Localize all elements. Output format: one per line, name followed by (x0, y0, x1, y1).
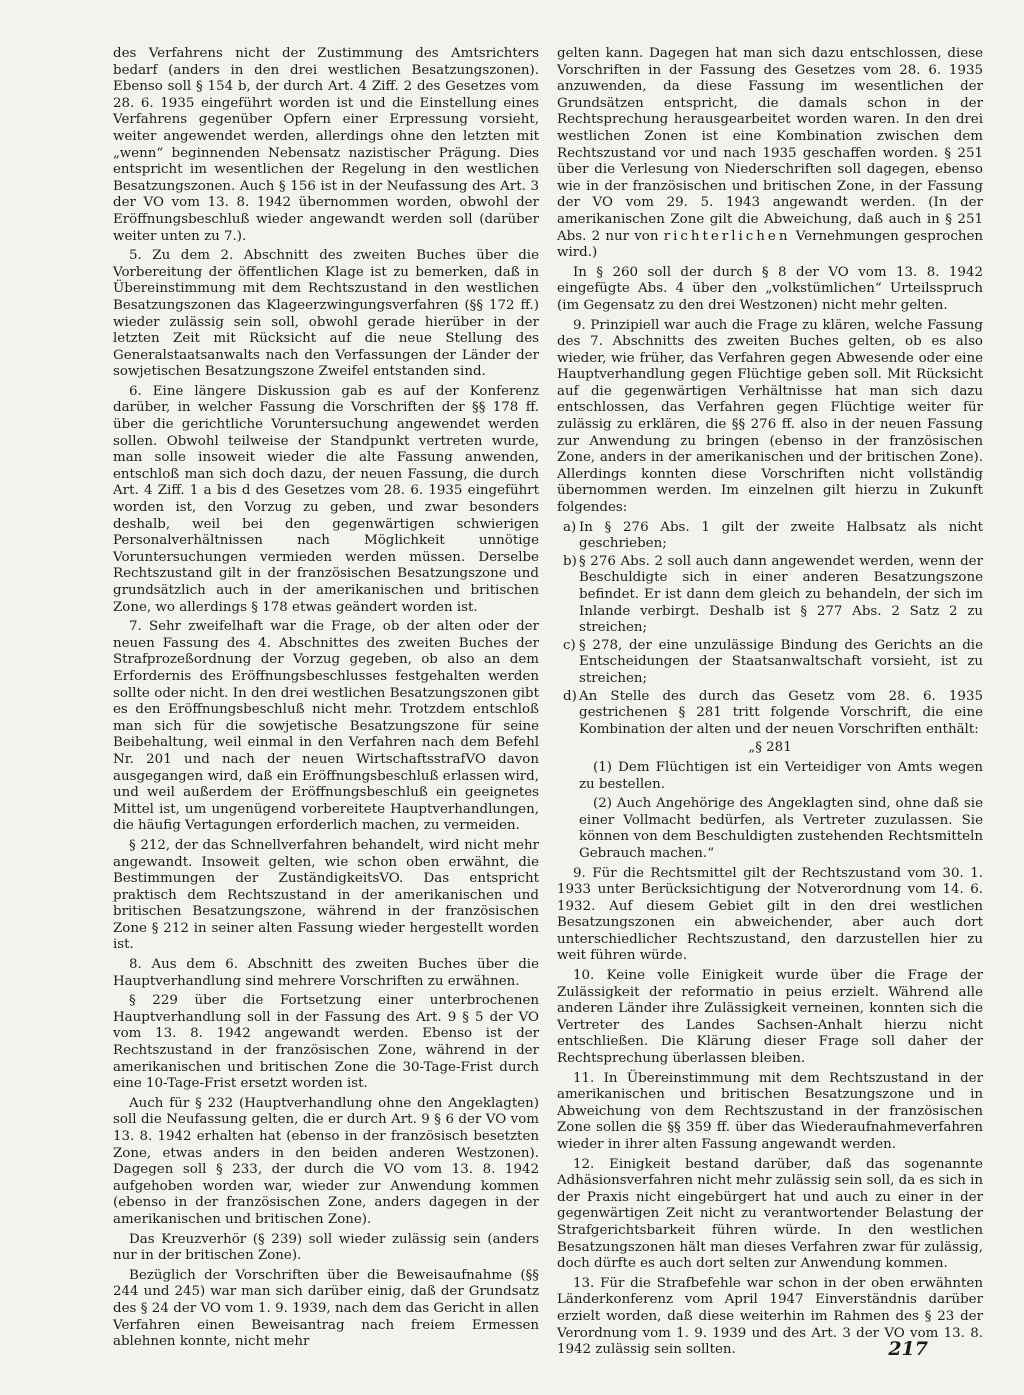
paragraph: 11. In Übereinstimmung mit dem Rechtszustand in der amerikanischen und britischen Besatzungszone und in Abweichung von dem Rechtszustand in der französischen Zone sollen die §§ 359 ff. über das Wiederaufnahmeverfahren wieder in ihrer alten Fassung angewandt werden. (557, 1070, 983, 1152)
paragraph: § 229 über die Fortsetzung einer unterbrochenen Hauptverhandlung soll in der Fassung des Art. 9 § 5 der VO vom 13. 8. 1942 angewandt werden. Ebenso ist der Rechtszustand in der französischen Zone, während in der amerikanischen und britischen Zone die 30-Tage-Frist durch eine 10-Tage-Frist ersetzt worden ist. (113, 993, 539, 1092)
list-marker: b) (563, 553, 577, 569)
paragraph: Bezüglich der Vorschriften über die Beweisaufnahme (§§ 244 und 245) war man sich darüber einig, daß der Grundsatz des § 24 der VO vom 1. 9. 1939, nach dem das Gericht in allen Verfahren einen Beweisantrag nach freiem Ermessen ablehnen konnte, nicht mehr (113, 1267, 539, 1350)
list-marker: d) (563, 688, 577, 704)
paragraph: § 212, der das Schnellverfahren behandelt, wird nicht mehr angewandt. Insoweit gelten, wie schon oben erwähnt, die Bestimmungen der ZuständigkeitsVO. Das entspricht praktisch dem Rechtszustand in der amerikanischen und britischen Besatzungszone, während in der französischen Zone § 212 in seiner alten Fassung wieder hergestellt worden ist. (113, 837, 539, 953)
list-item-text: § 278, der eine unzulässige Bindung des Gerichts an die Entscheidungen der Staatsanwaltschaft vorsieht, ist zu streichen; (579, 637, 983, 686)
list-marker: a) (563, 519, 577, 535)
list-item (557, 554, 983, 637)
page-number: 217 (888, 1338, 928, 1360)
paragraph: 5. Zu dem 2. Abschnitt des zweiten Buches über die Vorbereitung der öffentlichen Klage ist zu bemerken, daß in Übereinstimmung mit dem Rechtszustand in den westlichen Besatzungszonen das Klageerzwingungsverfahren (§§ 172 ff.) wieder zulässig sein soll, obwohl gerade hierüber in der letzten Zeit mit Rücksicht auf die neue Stellung des Generalstaatsanwalts nach den Verfassungen der Länder der sowjetischen Besatzungszone Zweifel entstanden sind. (113, 248, 539, 380)
list-item-text: An Stelle des durch das Gesetz vom 28. 6. 1935 gestrichenen § 281 tritt folgende Vorschrift, die eine Kombination der alten und der neuen Vorschriften enthält: (579, 688, 983, 737)
quoted-provision (557, 760, 983, 863)
list-item-text: In § 276 Abs. 1 gilt der zweite Halbsatz als nicht geschrieben; (579, 519, 983, 552)
quote-heading: „§ 281 (748, 740, 792, 756)
paragraph: 6. Eine längere Diskussion gab es auf der Konferenz darüber, in welcher Fassung die Vorschriften der §§ 178 ff. über die gerichtliche Voruntersuchung angewendet werden sollen. Obwohl teilweise der Standpunkt vertreten wurde, man solle insoweit wieder die alte Fassung anwenden, entschloß man sich doch dazu, der neuen Fassung, die durch Art. 4 Ziff. 1 a bis d des Gesetzes vom 28. 6. 1935 eingeführt worden ist, den Vorzug zu geben, und zwar besonders deshalb, weil bei den gegenwärtigen schwierigen Personalverhältnissen nach Möglichkeit unnötige Voruntersuchungen vermieden werden müssen. Derselbe Rechtszustand gilt in der französischen Besatzungszone und grundsätzlich auch in der amerikanischen und britischen Zone, wo allerdings § 178 etwas geändert worden ist. (113, 383, 539, 615)
paragraph: 7. Sehr zweifelhaft war die Frage, ob der alten oder der neuen Fassung des 4. Abschnittes des zweiten Buches der Strafprozeßordnung der Vorzug gegeben, ob also an dem Erfordernis des Eröffnungsbeschlusses festgehalten werden sollte oder nicht. In den drei westlichen Besatzungszonen gibt es den Eröffnungsbeschluß nicht mehr. Trotzdem entschloß man sich für die sowjetische Besatzungszone für seine Beibehaltung, weil einmal in den Verfahren nach dem Befehl Nr. 201 und nach der neuen WirtschaftsstrafVO davon ausgegangen wird, daß ein Eröffnungsbeschluß erlassen wird, und weil außerdem der Eröffnungsbeschluß ein geeignetes Mittel ist, um ungenügend vorbereitete Hauptverhandlungen, die häufig Vertagungen erforderlich machen, zu vermeiden. (113, 619, 539, 834)
list-item (557, 689, 983, 739)
paragraph: 13. Für die Strafbefehle war schon in der oben erwähnten Länderkonferenz vom April 1947 Einverständnis darüber erzielt worden, daß diese weiterhin im Rahmen des § 23 der Verordnung vom 1. 9. 1939 und des Art. 3 der VO vom 13. 8. 1942 zulässig sein sollten. (557, 1275, 983, 1358)
paragraph: In § 260 soll der durch § 8 der VO vom 13. 8. 1942 eingefügte Abs. 4 über den „volkstümlichen“ Urteilsspruch (im Gegensatz zu den drei Westzonen) nicht mehr gelten. (557, 264, 983, 313)
paragraph: 10. Keine volle Einigkeit wurde über die Frage der Zulässigkeit der reformatio in peius erzielt. Während alle anderen Länder ihre Zulässigkeit verneinen, konnten sich die Vertreter des Landes Sachsen-Anhalt hierzu nicht entschließen. Die Klärung dieser Frage soll daher der Rechtsprechung überlassen bleiben. (557, 968, 983, 1067)
paragraph-text: Vernehmungen gesprochen wird.) (557, 228, 984, 261)
list-item (557, 520, 983, 553)
paragraph: 12. Einigkeit bestand darüber, daß das sogenannte Adhäsionsverfahren nicht mehr zulässig sein soll, da es sich in der Praxis nicht eingebürgert hat und auch zu einer in der gegenwärtigen Zeit nicht zu verantwortender Belastung der Strafgerichtsbarkeit führen würde. In den westlichen Besatzungszonen hält man dieses Verfahren zwar für zulässig, doch dürfte es auch dort selten zur Anwendung kommen. (557, 1156, 983, 1272)
quote-paragraph: (2) Auch Angehörige des Angeklagten sind, ohne daß sie einer Vollmacht bedürfen, als Vertreter zuzulassen. Sie können von dem Beschuldigten zustehenden Rechtsmitteln Gebrauch machen.“ (579, 796, 983, 861)
paragraph (557, 46, 983, 262)
quote-paragraph: (1) Dem Flüchtigen ist ein Verteidiger von Amts wegen zu bestellen. (579, 759, 983, 792)
paragraph: 9. Für die Rechtsmittel gilt der Rechtszustand vom 30. 1. 1933 unter Berücksichtigung der Notverordnung vom 14. 6. 1932. Auf diesem Gebiet gilt in den drei westlichen Besatzungszonen ein abweichender, aber auch dort unterschiedlicher Rechtszustand, den darzustellen hier zu weit führen würde. (557, 865, 983, 964)
list-item-text: § 276 Abs. 2 soll auch dann angewendet werden, wenn der Beschuldigte sich in einer anderen Besatzungszone befindet. Er ist dann dem gleich zu behandeln, der sich im Inlande verbirgt. Deshalb ist § 277 Abs. 2 Satz 2 zu streichen; (579, 553, 983, 636)
list-item (557, 638, 983, 688)
paragraph: 8. Aus dem 6. Abschnitt des zweiten Buches über die Hauptverhandlung sind mehrere Vorschriften zu erwähnen. (113, 957, 539, 989)
paragraph: Auch für § 232 (Hauptverhandlung ohne den Angeklagten) soll die Neufassung gelten, die er durch Art. 9 § 6 der VO vom 13. 8. 1942 erhalten hat (ebenso in der französisch besetzten Zone, etwas anders in den beiden anderen Westzonen). Dagegen soll § 233, der durch die VO vom 13. 8. 1942 aufgehoben worden war, wieder zur Anwendung kommen (ebenso in der französischen Zone, anders dagegen in der amerikanischen und britischen Zone). (113, 1095, 539, 1227)
paragraph: 9. Prinzipiell war auch die Frage zu klären, welche Fassung des 7. Abschnitts des zweiten Buches gelten, ob es also wieder, wie früher, das Verfahren gegen Abwesende oder eine Hauptverhandlung gegen Flüchtige geben soll. Mit Rücksicht auf die gegenwärtigen Verhältnisse hat man sich dazu entschlossen, das Verfahren gegen Flüchtige weiter für zulässig zu erklären, die §§ 276 ff. also in der neuen Fassung zur Anwendung zu bringen (ebenso in der französischen Zone, anders in der amerikanischen und der britischen Zone). Allerdings konnten diese Vorschriften nicht vollständig übernommen werden. Im einzelnen gilt hierzu in Zukunft folgendes: (557, 317, 983, 516)
spaced-emphasis: richterlichen (663, 228, 791, 244)
paragraph: Das Kreuzverhör (§ 239) soll wieder zulässig sein (anders nur in der britischen Zone). (113, 1231, 539, 1264)
list-marker: c) (563, 637, 576, 653)
left-column (113, 46, 539, 1350)
paragraph: des Verfahrens nicht der Zustimmung des Amtsrichters bedarf (anders in den drei westlichen Besatzungszonen). Ebenso soll § 154 b, der durch Art. 4 Ziff. 2 des Gesetzes vom 28. 6. 1935 eingeführt worden ist und die Einstellung eines Verfahrens gegenüber Opfern einer Erpressung vorsieht, weiter angewendet werden, allerdings ohne den letzten mit „wenn“ beginnenden Nebensatz nazistischer Prägung. Dies entspricht im wesentlichen der Regelung in den westlichen Besatzungszonen. Auch § 156 ist in der Neufassung des Art. 3 der VO vom 13. 8. 1942 übernommen worden, obwohl der Eröffnungsbeschluß wieder angewandt werden soll (darüber weiter unten zu 7.). (113, 46, 539, 244)
paragraph-text: gelten kann. Dagegen hat man sich dazu entschlossen, diese Vorschriften in der Fassung des Gesetzes vom 28. 6. 1935 anzuwenden, da diese Fassung im wesentlichen der Grundsätzen entspricht, die damals schon in der Rechtsprechung herausgearbeitet worden waren. In den drei westlichen Zonen ist eine Kombination zwischen dem Rechtszustand vor und nach 1935 geschaffen worden. § 251 über die Verlesung von Niederschriften soll dagegen, ebenso wie in der französischen und britischen Zone, in der Fassung der VO vom 29. 5. 1943 angewandt werden. (In der amerikanischen Zone gilt die Abweichung, daß auch in § 251 Abs. 2 nur von (557, 46, 983, 244)
